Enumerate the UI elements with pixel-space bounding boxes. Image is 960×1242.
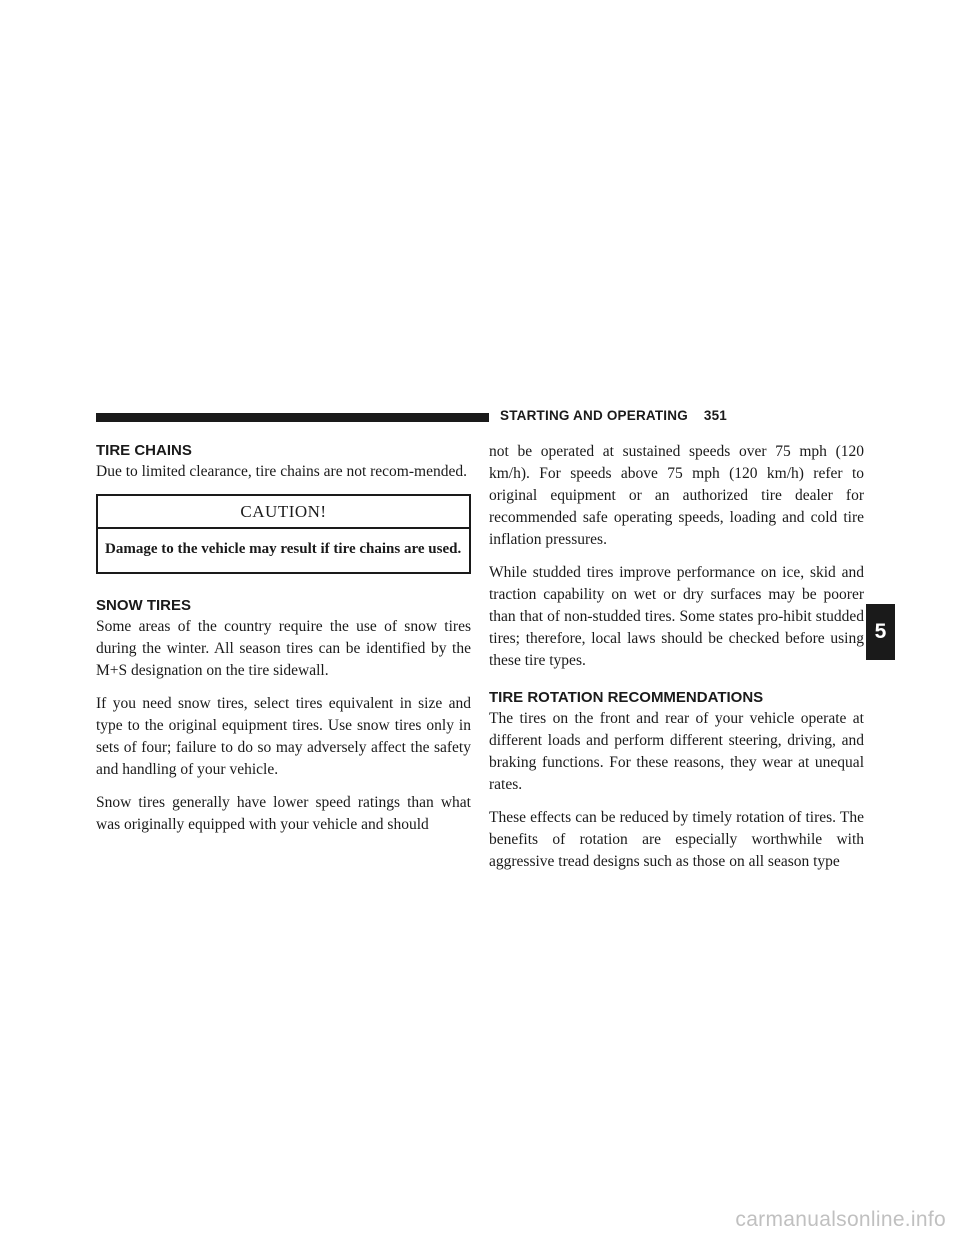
rotation-paragraph-2: These effects can be reduced by timely rotation of tires. The benefits of rotation are especially worthwhile with aggressive tread designs such as those on all season type [489, 809, 864, 870]
header-rule [96, 413, 489, 422]
heading-tire-rotation: TIRE ROTATION RECOMMENDATIONS [489, 689, 764, 706]
caution-box [96, 494, 471, 574]
right-column [489, 441, 864, 884]
snow-tires-paragraph-2: If you need snow tires, select tires equivalent in size and type to the original equipment tires. Use snow tires only in sets of four; failure to do so may adversely affect the safety and handling of your vehicle. [96, 695, 471, 778]
watermark: carmanualsonline.info [735, 1208, 946, 1231]
running-header [500, 408, 864, 423]
speed-paragraph: not be operated at sustained speeds over 75 mph (120 km/h). For speeds above 75 mph (120 km/h) refer to original equipment or an authorized tire dealer for recommended safe operating speeds, loading and cold tire inflation pressures. [489, 443, 864, 548]
heading-tire-chains: TIRE CHAINS [96, 442, 192, 459]
rotation-paragraph-1: The tires on the front and rear of your vehicle operate at different loads and perform different steering, driving, and braking functions. For these reasons, they wear at unequal rates. [489, 710, 864, 793]
chapter-title: STARTING AND OPERATING [500, 408, 688, 423]
page-number: 351 [703, 408, 727, 423]
caution-text: Damage to the vehicle may result if tire chains are used. [105, 541, 462, 557]
chapter-tab: 5 [866, 604, 895, 660]
snow-tires-paragraph-3: Snow tires generally have lower speed ratings than what was originally equipped with your vehicle and should [96, 794, 471, 833]
snow-tires-paragraph-1: Some areas of the country require the use of snow tires during the winter. All season tires can be identified by the M+S designation on the tire sidewall. [96, 618, 471, 679]
left-column [96, 441, 471, 847]
heading-snow-tires: SNOW TIRES [96, 597, 192, 614]
tire-chains-paragraph: Due to limited clearance, tire chains are not recom-mended. [96, 463, 467, 480]
caution-title: CAUTION! [98, 496, 469, 529]
studded-tires-paragraph: While studded tires improve performance on ice, skid and traction capability on wet or dry surfaces may be poorer than that of non-studded tires. Some states pro-hibit studded tires; therefore, local laws should be checked before using these tire types. [489, 564, 864, 669]
